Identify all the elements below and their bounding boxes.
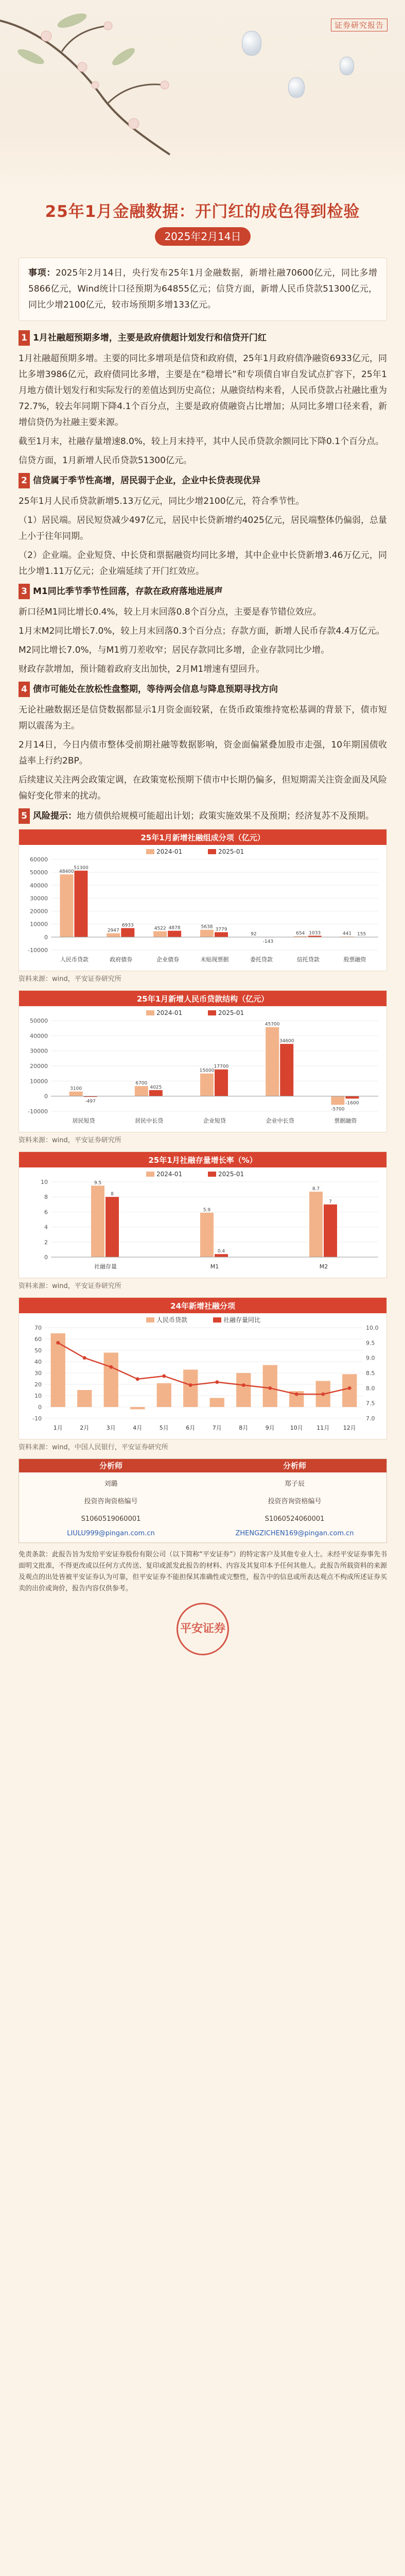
bar [121, 928, 134, 937]
bar [200, 1074, 214, 1096]
bar [104, 1352, 118, 1407]
bar-value-label: 6933 [121, 923, 134, 928]
chart-source: 资料来源：wind，平安证券研究所 [19, 975, 121, 983]
bar [74, 871, 87, 937]
y-tick-label: 40000 [30, 1032, 48, 1040]
analyst-header: 分析师 [203, 1459, 386, 1472]
x-tick-label: 股票融资 [343, 956, 366, 963]
bar-value-label: 7 [329, 1199, 332, 1205]
legend-swatch [208, 1172, 216, 1177]
y-tick-label: 10 [41, 1179, 48, 1185]
chart-source: 资料来源：wind，平安证券研究所 [19, 1282, 121, 1290]
analyst-right [203, 1472, 386, 1543]
y-tick-label: 50 [34, 1347, 42, 1354]
analyst-qualification: 投资咨询资格编号 [84, 1498, 138, 1505]
y-tick-label: 70 [34, 1325, 42, 1331]
x-tick-label: 人民币贷款 [60, 956, 89, 963]
bar-value-label: 92 [251, 931, 257, 937]
analyst-qualification: 投资咨询资格编号 [268, 1498, 322, 1505]
legend-label: 2025-01 [218, 1009, 244, 1016]
bar [215, 1254, 228, 1257]
bar-value-label: -497 [85, 1099, 96, 1105]
bar [324, 1205, 337, 1257]
x-tick-label: 11月 [316, 1425, 330, 1431]
section-paragraph: 财政存款增加，预计随着政府支出加快，2月M1增速有望回升。 [19, 664, 265, 674]
analyst-left [19, 1472, 203, 1543]
x-tick-label: 4月 [133, 1425, 143, 1431]
line-point [295, 1393, 298, 1396]
y2-tick-label: 8.0 [366, 1385, 375, 1392]
line-point [268, 1386, 272, 1390]
x-tick-label: 居民短贷 [72, 1117, 95, 1124]
line-point [162, 1374, 166, 1378]
section-title: 信贷属于季节性高增，居民弱于企业，企业中长贷表现优异 [33, 476, 260, 486]
bar [345, 1096, 359, 1099]
bar [60, 874, 73, 937]
legend-swatch [146, 1317, 154, 1323]
bar-value-label: 1033 [309, 930, 321, 936]
bar-value-label: -5700 [331, 1107, 345, 1112]
x-tick-label: 企业中长贷 [266, 1117, 294, 1124]
y-tick-label: 4 [44, 1224, 48, 1231]
bar [135, 1086, 148, 1096]
bar [210, 1398, 224, 1407]
report-content [19, 258, 387, 1655]
y-tick-label: 10 [34, 1393, 42, 1399]
bar-value-label: 6700 [135, 1081, 148, 1087]
y2-tick-label: 8.5 [366, 1370, 375, 1377]
chart-1-svg [19, 829, 386, 969]
bar [215, 1070, 228, 1096]
section-number: 1 [19, 330, 30, 346]
y2-tick-label: 9.5 [366, 1340, 375, 1347]
report-title: 25年1月金融数据：开门红的成色得到检验 [45, 202, 360, 221]
line-point [321, 1393, 325, 1396]
chart-3-svg [19, 1152, 386, 1276]
legend-swatch [146, 1172, 154, 1177]
lantern-icon [242, 31, 261, 56]
section-3 [19, 584, 387, 599]
pingan-logo-seal: 平安证券 [177, 1603, 229, 1655]
line-point [189, 1383, 192, 1387]
section-paragraph: （1）居民端。居民短贷减少497亿元，居民中长贷新增约4025亿元，居民端整体仍偏弱，总量上小于往年同期。 [19, 515, 387, 541]
bar-value-label: 4522 [154, 926, 166, 931]
bar-value-label: 5.9 [203, 1207, 211, 1213]
section-number: 4 [19, 682, 30, 697]
section-paragraph: M2同比增长7.0%，与M1剪刀差收窄；居民存款同比多增，企业存款同比少增。 [19, 645, 330, 655]
x-tick-label: 政府债券 [110, 956, 133, 963]
bar [77, 1390, 92, 1407]
analyst-box [19, 1459, 387, 1543]
bar [105, 1197, 119, 1257]
y2-tick-label: 9.0 [366, 1354, 375, 1362]
bar-value-label: 0.4 [217, 1249, 225, 1255]
section-number: 2 [19, 473, 30, 488]
y2-tick-label: 7.5 [366, 1400, 375, 1407]
bar-value-label: 4025 [150, 1084, 162, 1090]
legend-swatch [146, 849, 154, 854]
chart-3 [19, 1151, 387, 1278]
analyst-email-link[interactable]: LIULU999@pingan.com.cn [67, 1530, 155, 1537]
line-point [215, 1380, 219, 1384]
bar-value-label: 5638 [201, 924, 213, 930]
bar [69, 1092, 83, 1096]
x-tick-label: 7月 [212, 1425, 222, 1431]
bar [130, 1407, 145, 1409]
y-tick-label: 2 [44, 1239, 48, 1246]
legend-label: 人民币贷款 [156, 1316, 188, 1324]
bar [342, 1374, 357, 1407]
y-tick-label: 10000 [30, 1078, 48, 1085]
bar [183, 1369, 198, 1407]
x-tick-label: 委托贷款 [250, 956, 273, 963]
section-number: 5 [19, 808, 30, 824]
legend-swatch [213, 1317, 221, 1323]
chart-2 [19, 990, 387, 1132]
x-tick-label: 居民中长贷 [135, 1117, 164, 1124]
bar-value-label: 51300 [74, 865, 89, 871]
line-point [348, 1386, 351, 1390]
legend-swatch [208, 849, 216, 854]
x-tick-label: 社融存量 [94, 1263, 117, 1270]
legend-label: 2025-01 [218, 1171, 244, 1178]
bar-value-label: 2947 [107, 928, 119, 934]
chart-1 [19, 829, 387, 971]
line-point [109, 1365, 113, 1369]
line-point [83, 1356, 86, 1360]
section-paragraph: 信贷方面，1月新增人民币贷款51300亿元。 [19, 455, 192, 466]
chart-title: 25年1月新增人民币贷款结构（亿元） [136, 994, 269, 1004]
x-tick-label: 8月 [239, 1425, 249, 1431]
bar [200, 930, 214, 937]
section-paragraph: 无论社融数据还是信贷数据都显示1月资金面较紧，在货币政策维持宽松基调的背景下，债市短期以震荡为主。 [19, 705, 387, 731]
brand-label: 证券研究报告 [331, 19, 388, 31]
bar [149, 1090, 163, 1096]
section-paragraph: 1月社融超预期多增。主要的同比多增项是信贷和政府债，25年1月政府债净融资6933亿元，同比多增3986亿元，政府债同比多增，主要是在“稳增长”和专项债自审自发试点扩容下，25年1月地方债计划发行和实际发行的差值达到历史高位；从融资结构来看，人民币贷款占社融比重为72.7%，较去年同期下降4.1个百分点，主要是政府债融资占比增加；从同比多增口径来看，新增信贷仍为社融主要来源。 [19, 353, 387, 428]
summary-text: 2025年2月14日，央行发布25年1月金融数据，新增社融70600亿元，同比多增5866亿元，Wind统计口径预期为64855亿元；信贷方面，新增人民币贷款51300亿元，同比少增2100亿元，较市场预期多增133亿元。 [28, 268, 377, 310]
legend-label: 2025-01 [218, 848, 244, 855]
report-date: 2025年2月14日 [155, 227, 251, 246]
y-tick-label: 0 [44, 934, 48, 941]
y-tick-label: 60000 [30, 856, 48, 863]
legend-label: 社融存量同比 [223, 1316, 261, 1324]
bar [200, 1213, 214, 1257]
x-tick-label: 2月 [80, 1425, 90, 1431]
legend-label: 2024-01 [156, 848, 183, 855]
x-tick-label: M2 [319, 1263, 328, 1270]
y-tick-label: 30 [34, 1370, 42, 1377]
bar-value-label: 15000 [199, 1068, 215, 1074]
summary-card [19, 258, 387, 321]
x-tick-label: 5月 [159, 1425, 169, 1431]
x-tick-label: 未贴现票据 [200, 956, 229, 963]
x-tick-label: 10月 [290, 1425, 303, 1431]
bar-value-label: 3779 [215, 927, 227, 933]
y-tick-label: 20 [34, 1381, 42, 1388]
y-tick-label: 20000 [30, 908, 48, 915]
analyst-email-link[interactable]: ZHENGZICHEN169@pingan.com.cn [235, 1530, 354, 1537]
bar [331, 1096, 344, 1105]
line-point [136, 1377, 139, 1381]
bar [107, 933, 120, 937]
x-tick-label: 企业短贷 [203, 1117, 226, 1124]
y-tick-label: 40 [34, 1359, 42, 1365]
y-tick-label: 8 [44, 1194, 48, 1201]
section-paragraph: （2）企业端。企业短贷、中长贷和票据融资均同比多增，其中企业中长贷新增3.46万亿元，同比少增1.11万亿元；企业端延续了开门红效应。 [19, 550, 387, 577]
section-paragraph: 新口径M1同比增长0.4%，较上月末回落0.8个百分点，主要是春节错位效应。 [19, 607, 322, 617]
y-tick-label: 0 [38, 1404, 42, 1411]
legend-swatch [146, 1010, 154, 1015]
y-tick-label: 30000 [30, 1047, 48, 1055]
bar [266, 1027, 279, 1096]
chart-source: 资料来源：wind，平安证券研究所 [19, 1137, 121, 1144]
hero-banner [0, 0, 405, 188]
analyst-name: 刘璐 [104, 1480, 118, 1488]
y-tick-label: 50000 [30, 1018, 48, 1024]
bar-value-label: 34600 [279, 1039, 294, 1044]
analyst-id: S1060519060001 [81, 1515, 141, 1523]
x-tick-label: 企业债券 [156, 956, 180, 963]
y-tick-label: 0 [44, 1254, 48, 1261]
chart-title: 25年1月新增社融组成分项（亿元） [140, 833, 265, 842]
analyst-id: S1060524060001 [265, 1515, 325, 1523]
x-tick-label: 1月 [53, 1425, 63, 1431]
section-5 [19, 808, 387, 824]
bar-value-label: -143 [262, 939, 274, 945]
bar-value-label: 9.5 [94, 1180, 102, 1186]
x-tick-label: 3月 [106, 1425, 116, 1431]
legend-label: 2024-01 [156, 1171, 183, 1178]
bar-value-label: 441 [342, 931, 352, 937]
section-2 [19, 473, 387, 488]
y-tick-label: 0 [44, 1093, 48, 1100]
legend-swatch [208, 1010, 216, 1015]
bar [168, 931, 181, 937]
disclaimer: 免责条款：此报告旨为发给平安证券股份有限公司（以下简称“平安证券”）的特定客户及其他专业人士。未经平安证券事先书面明文批准，不得更改或以任何方式传送、复印或派发此报告的材料、内容及其复印本予任何其他人。此报告所载资料的来源及观点的出处皆被平安证券认为可靠，但平安证券不能担保其准确性或完整性，报告中的信息或所表达观点不构成所述证券买卖的出价或询价，报告内容仅供参考。 [19, 1551, 387, 1592]
bar [236, 1373, 251, 1407]
bar-value-label: 45700 [265, 1022, 280, 1027]
section-paragraph: 后续建议关注两会政策定调，在政策宽松预期下债市中长期仍偏多，但短期需关注资金面及风险偏好变化带来的扰动。 [19, 775, 387, 801]
bar [280, 1044, 293, 1096]
bar-value-label: 3100 [70, 1086, 82, 1092]
bar-value-label: 4878 [168, 925, 181, 931]
y-tick-label: 10000 [30, 921, 48, 928]
x-tick-label: 信托贷款 [296, 956, 320, 963]
section-title: 风险提示： [33, 811, 77, 821]
analyst-name: 郑子辰 [284, 1480, 305, 1488]
bar-value-label: 8 [111, 1192, 114, 1197]
bar [263, 1365, 277, 1407]
bar-value-label: 48400 [59, 869, 74, 875]
risk-text: 地方债供给规模可能超出计划；政策实施效果不及预期；经济复苏不及预期。 [77, 811, 374, 821]
section-title: 1月社融超预期多增，主要是政府债超计划发行和信贷开门红 [33, 333, 267, 343]
bar [153, 931, 167, 937]
y-tick-label: 6 [44, 1209, 48, 1216]
bar [309, 1192, 323, 1257]
y-tick-label: -10000 [28, 947, 48, 954]
x-tick-label: 6月 [186, 1425, 196, 1431]
bar-value-label: 8.7 [312, 1186, 320, 1192]
plum-branch-illustration [0, 0, 196, 170]
x-tick-label: 9月 [265, 1425, 275, 1431]
chart-title: 25年1月社融存量增长率（%） [148, 1156, 257, 1165]
section-title: M1同比季节季节性回落，存款在政府落地进展声 [33, 586, 223, 597]
lantern-icon [340, 57, 354, 75]
bar-value-label: -1600 [345, 1100, 359, 1106]
section-paragraph: 1月末M2同比增长7.0%，较上月末回落0.3个百分点；存款方面，新增人民币存款4.4万亿元。 [19, 626, 385, 636]
section-paragraph: 25年1月人民币贷款新增5.13万亿元，同比少增2100亿元，符合季节性。 [19, 496, 305, 506]
line-point [242, 1383, 245, 1387]
chart-4 [19, 1297, 387, 1439]
y2-tick-label: 7.0 [366, 1415, 375, 1422]
bar [215, 932, 228, 937]
summary-label: 事项： [28, 268, 56, 278]
chart-title: 24年新增社融分项 [170, 1301, 235, 1311]
section-4 [19, 682, 387, 697]
y-tick-label: 60 [34, 1336, 42, 1343]
chart-2-svg [19, 991, 386, 1130]
section-title: 债市可能处在放松性盘整期，等待两会信息与降息预期寻找方向 [33, 684, 278, 694]
bar [91, 1185, 104, 1257]
x-tick-label: M1 [210, 1263, 219, 1270]
section-1 [19, 330, 387, 346]
section-paragraph: 截至1月末，社融存量增速8.0%，较上月末持平，其中人民币贷款余额同比下降0.1个百分点。 [19, 436, 384, 447]
x-tick-label: 12月 [343, 1425, 356, 1431]
chart-source: 资料来源：wind，中国人民银行，平安证券研究所 [19, 1444, 168, 1451]
y-tick-label: 40000 [30, 882, 48, 889]
section-number: 3 [19, 584, 30, 599]
y-tick-label: -10 [32, 1415, 42, 1422]
analyst-header: 分析师 [19, 1459, 203, 1472]
y-tick-label: 20000 [30, 1063, 48, 1070]
y-tick-label: 50000 [30, 869, 48, 876]
y-tick-label: 30000 [30, 895, 48, 902]
x-tick-label: 票据融资 [334, 1117, 357, 1124]
legend-label: 2024-01 [156, 1009, 183, 1016]
bar [157, 1383, 171, 1407]
bar-value-label: 654 [296, 931, 305, 937]
lantern-icon [288, 77, 305, 98]
chart-4-svg [19, 1298, 386, 1437]
line-point [56, 1341, 60, 1345]
y2-tick-label: 10.0 [366, 1325, 379, 1331]
bar-value-label: 17700 [214, 1064, 229, 1070]
y-tick-label: -10000 [28, 1108, 48, 1115]
bar-value-label: 155 [357, 931, 366, 937]
section-paragraph: 2月14日，今日内债市整体受前期社融等数据影响，资金面偏紧叠加股市走强，10年期国债收益率上行约2BP。 [19, 740, 387, 766]
